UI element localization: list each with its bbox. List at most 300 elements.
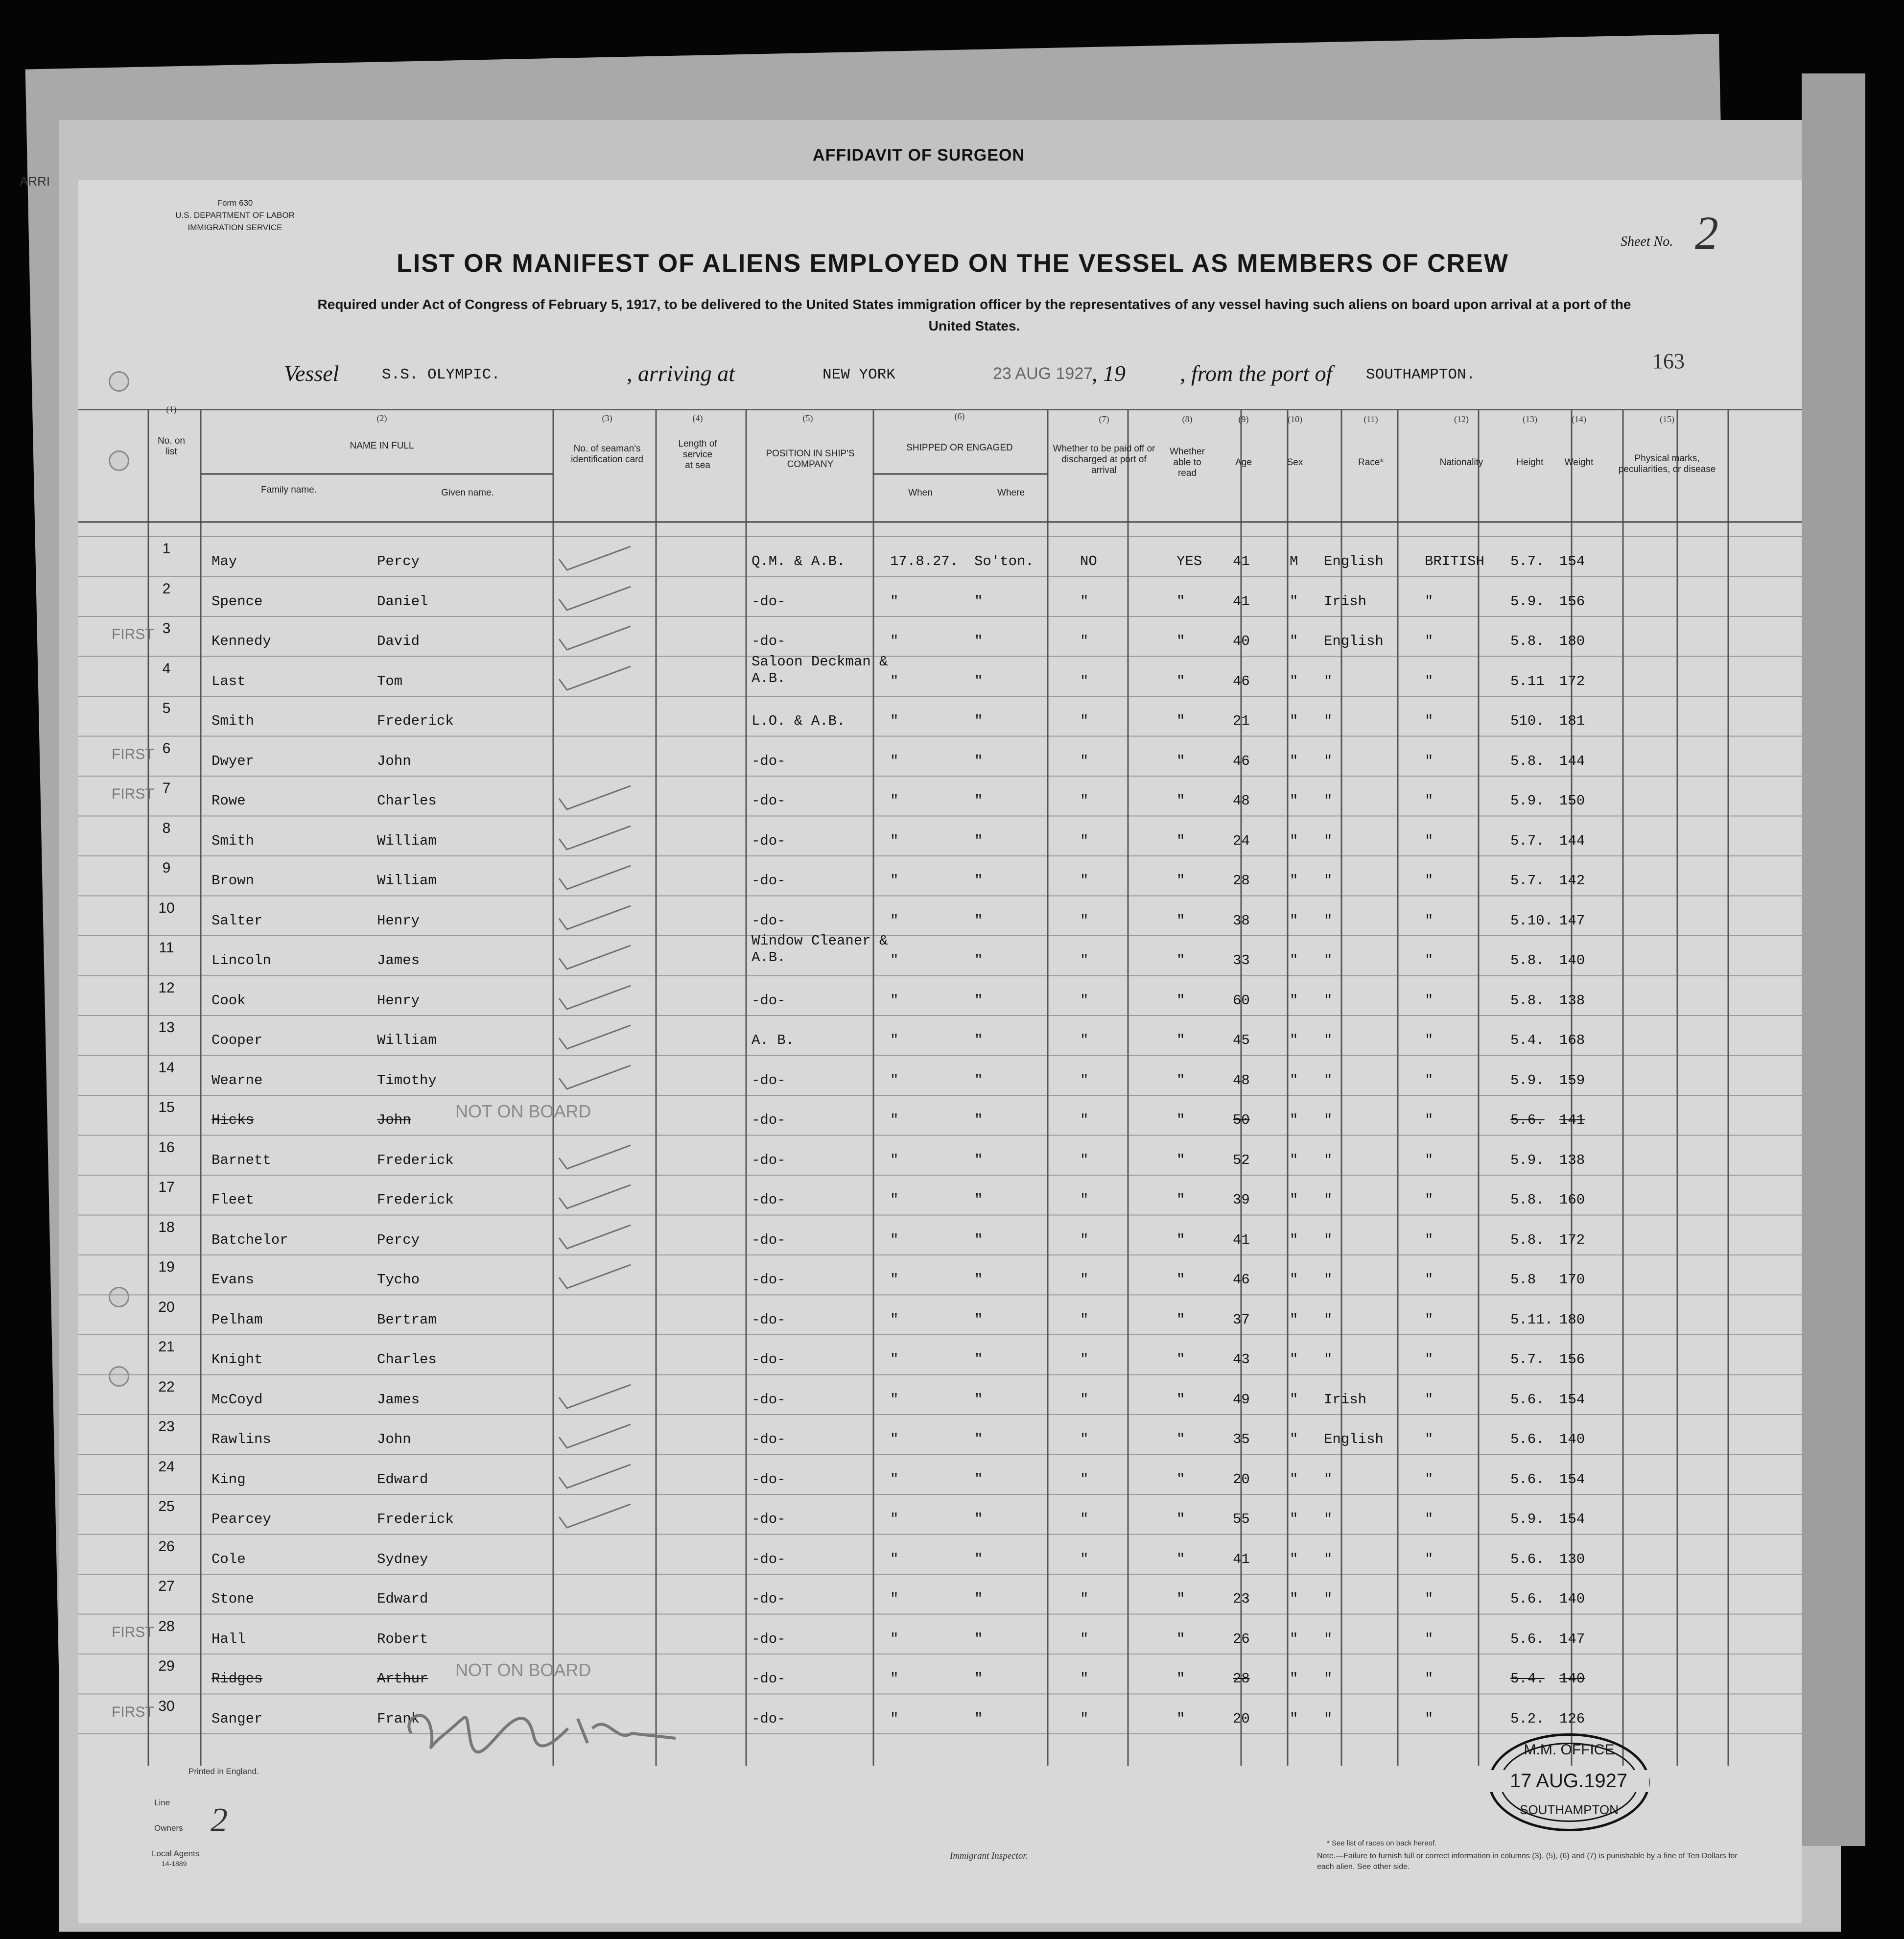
family-name: Spence xyxy=(212,593,263,610)
shipped-when: " xyxy=(890,1511,899,1527)
height: 510. xyxy=(1510,713,1545,729)
position: -do- xyxy=(752,1551,786,1567)
row-number: 25 xyxy=(158,1498,175,1514)
height: 5.7. xyxy=(1510,873,1545,889)
given-name: James xyxy=(377,952,420,969)
age: 40 xyxy=(1233,633,1250,649)
shipped-when: " xyxy=(890,1631,899,1647)
paid-off: " xyxy=(1080,1231,1089,1248)
shipped-when: " xyxy=(890,1471,899,1488)
age: 20 xyxy=(1233,1471,1250,1488)
height: 5.8. xyxy=(1510,952,1545,969)
height: 5.4. xyxy=(1510,1032,1545,1048)
able-to-read: " xyxy=(1176,1351,1185,1368)
family-name: Lincoln xyxy=(212,952,271,969)
nationality: " xyxy=(1425,1631,1434,1647)
able-to-read: " xyxy=(1176,1591,1185,1607)
given-name: Frank xyxy=(377,1710,420,1727)
departure-port: SOUTHAMPTON. xyxy=(1366,366,1476,383)
weight: 141 xyxy=(1559,1112,1585,1128)
shipped-when: " xyxy=(890,1192,899,1208)
row-number: 22 xyxy=(158,1378,175,1395)
col-header-position: POSITION IN SHIP'S COMPANY xyxy=(766,449,855,470)
nationality: " xyxy=(1425,753,1434,769)
nationality: " xyxy=(1425,1112,1434,1128)
race: " xyxy=(1324,1072,1333,1088)
age: 41 xyxy=(1233,593,1250,610)
shipped-where: " xyxy=(974,1710,983,1727)
able-to-read: " xyxy=(1176,1231,1185,1248)
row-number: 3 xyxy=(162,620,171,637)
weight: 140 xyxy=(1559,1591,1585,1607)
shipped-where: " xyxy=(974,1032,983,1048)
age: 41 xyxy=(1233,553,1250,569)
paid-off: " xyxy=(1080,1591,1089,1607)
position: -do- xyxy=(752,1631,786,1647)
nationality: " xyxy=(1425,1192,1434,1208)
paid-off: " xyxy=(1080,593,1089,610)
shipped-when: " xyxy=(890,633,899,649)
weight: 154 xyxy=(1559,1391,1585,1408)
col-header-card: No. of seaman's identification card xyxy=(571,444,643,465)
paid-off: " xyxy=(1080,992,1089,1009)
race: " xyxy=(1324,1591,1333,1607)
given-name: Percy xyxy=(377,1231,420,1248)
given-name: Timothy xyxy=(377,1072,437,1088)
sex: " xyxy=(1290,1112,1298,1128)
nationality: " xyxy=(1425,1471,1434,1488)
race-note: * See list of races on back hereof. xyxy=(1327,1839,1437,1847)
page-title: LIST OR MANIFEST OF ALIENS EMPLOYED ON THE VESSEL AS MEMBERS OF CREW xyxy=(397,249,1509,278)
shipped-when: " xyxy=(890,753,899,769)
sex: " xyxy=(1290,593,1298,610)
row-number: 4 xyxy=(162,660,171,677)
given-name: Daniel xyxy=(377,593,428,610)
check-mark-icon xyxy=(558,1223,632,1253)
age: 26 xyxy=(1233,1631,1250,1647)
given-name: Charles xyxy=(377,793,437,809)
able-to-read: " xyxy=(1176,1192,1185,1208)
form-department: U.S. DEPARTMENT OF LABOR xyxy=(175,211,295,220)
paid-off: " xyxy=(1080,673,1089,689)
shipped-when: " xyxy=(890,713,899,729)
position: -do- xyxy=(752,832,786,849)
age: 20 xyxy=(1233,1710,1250,1727)
able-to-read: " xyxy=(1176,1311,1185,1328)
sex: " xyxy=(1290,793,1298,809)
age: 45 xyxy=(1233,1032,1250,1048)
able-to-read: " xyxy=(1176,1551,1185,1567)
given-name: Tom xyxy=(377,673,403,689)
given-name: David xyxy=(377,633,420,649)
height: 5.2. xyxy=(1510,1710,1545,1727)
row-number: 27 xyxy=(158,1578,175,1594)
sex: " xyxy=(1290,1511,1298,1527)
paid-off: " xyxy=(1080,1032,1089,1048)
age: 21 xyxy=(1233,713,1250,729)
owners-value: 2 xyxy=(211,1801,228,1839)
nationality: " xyxy=(1425,1710,1434,1727)
sheet-number-label: Sheet No. xyxy=(1621,234,1673,249)
nationality: " xyxy=(1425,1032,1434,1048)
able-to-read: " xyxy=(1176,593,1185,610)
check-mark-icon xyxy=(558,824,632,853)
affidavit-header: AFFIDAVIT OF SURGEON xyxy=(813,146,1025,165)
shipped-when: " xyxy=(890,832,899,849)
race: " xyxy=(1324,793,1333,809)
shipped-where: " xyxy=(974,753,983,769)
col-number: (7) xyxy=(1099,414,1109,424)
position: -do- xyxy=(752,1112,786,1128)
row-number: 6 xyxy=(162,740,171,757)
given-name: John xyxy=(377,1112,411,1128)
sex: " xyxy=(1290,1631,1298,1647)
sex: " xyxy=(1290,673,1298,689)
shipped-when: " xyxy=(890,1272,899,1288)
nationality: " xyxy=(1425,1551,1434,1567)
paid-off: " xyxy=(1080,753,1089,769)
sex: " xyxy=(1290,1032,1298,1048)
height: 5.6. xyxy=(1510,1112,1545,1128)
height: 5.6. xyxy=(1510,1391,1545,1408)
height: 5.11 xyxy=(1510,673,1545,689)
first-margin-mark: FIRST xyxy=(112,786,154,802)
row-number: 18 xyxy=(158,1219,175,1235)
line-label: Line xyxy=(154,1798,170,1807)
row-number: 8 xyxy=(162,820,171,836)
race: " xyxy=(1324,1112,1333,1128)
penalty-note: Note.—Failure to furnish full or correct information in columns (3), (5), (6) and (7) is punishable by a fine of Ten Dollars for each alien. See other side. xyxy=(1317,1852,1738,1871)
family-name: Batchelor xyxy=(212,1231,288,1248)
weight: 147 xyxy=(1559,1631,1585,1647)
sex: " xyxy=(1290,1072,1298,1088)
family-name: Cooper xyxy=(212,1032,263,1048)
race: " xyxy=(1324,1551,1333,1567)
col-header-shipped: SHIPPED OR ENGAGED xyxy=(906,443,1013,453)
shipped-where: " xyxy=(974,952,983,969)
position: Q.M. & A.B. xyxy=(752,553,846,569)
nationality: " xyxy=(1425,1272,1434,1288)
row-number: 10 xyxy=(158,899,175,916)
check-mark-icon xyxy=(558,1143,632,1173)
weight: 150 xyxy=(1559,793,1585,809)
col-number: (9) xyxy=(1238,414,1249,424)
shipped-where: " xyxy=(974,1192,983,1208)
check-mark-icon xyxy=(558,904,632,933)
height: 5.9. xyxy=(1510,1511,1545,1527)
shipped-where: " xyxy=(974,793,983,809)
age: 48 xyxy=(1233,1072,1250,1088)
check-mark-icon xyxy=(558,1023,632,1053)
height: 5.9. xyxy=(1510,1072,1545,1088)
arrival-date-stamp: 23 AUG 1927 xyxy=(993,364,1093,383)
shipped-when: " xyxy=(890,952,899,969)
col-header-weight: Weight xyxy=(1564,457,1594,468)
paid-off: " xyxy=(1080,1671,1089,1687)
given-name: Percy xyxy=(377,553,420,569)
able-to-read: " xyxy=(1176,1272,1185,1288)
row-number: 13 xyxy=(158,1019,175,1036)
nationality: " xyxy=(1425,912,1434,929)
col-header-when: When xyxy=(908,488,933,498)
check-mark-icon xyxy=(558,1183,632,1212)
nationality: " xyxy=(1425,1152,1434,1168)
weight: 172 xyxy=(1559,673,1585,689)
local-agents-label: Local Agents xyxy=(152,1849,200,1858)
paid-off: " xyxy=(1080,1072,1089,1088)
position: -do- xyxy=(752,1351,786,1368)
col-number: (15) xyxy=(1660,414,1674,424)
paid-off: " xyxy=(1080,1631,1089,1647)
given-name: Sydney xyxy=(377,1551,428,1567)
position: -do- xyxy=(752,1511,786,1527)
able-to-read: " xyxy=(1176,1431,1185,1447)
check-mark-icon xyxy=(558,585,632,614)
nationality: " xyxy=(1425,633,1434,649)
shipped-where: " xyxy=(974,992,983,1009)
nationality: " xyxy=(1425,952,1434,969)
position: -do- xyxy=(752,1231,786,1248)
paid-off: " xyxy=(1080,1710,1089,1727)
form-number: Form 630 xyxy=(217,198,253,208)
nationality: " xyxy=(1425,793,1434,809)
col-header-where: Where xyxy=(997,488,1025,498)
sex: " xyxy=(1290,753,1298,769)
shipped-when: " xyxy=(890,873,899,889)
nationality: " xyxy=(1425,832,1434,849)
family-name: Cook xyxy=(212,992,246,1009)
col-number: (13) xyxy=(1523,414,1537,424)
row-number: 17 xyxy=(158,1179,175,1195)
given-name: William xyxy=(377,1032,437,1048)
paid-off: " xyxy=(1080,793,1089,809)
position: -do- xyxy=(752,1710,786,1727)
vessel-label: Vessel xyxy=(284,361,339,386)
stamp-date: 17 AUG.1927 xyxy=(1488,1770,1649,1792)
race: " xyxy=(1324,1710,1333,1727)
paid-off: " xyxy=(1080,1152,1089,1168)
shipped-where: " xyxy=(974,1072,983,1088)
col-header-height: Height xyxy=(1516,457,1544,468)
family-name: Dwyer xyxy=(212,753,255,769)
given-name: Frederick xyxy=(377,1192,454,1208)
shipped-where: " xyxy=(974,713,983,729)
shipped-when: " xyxy=(890,673,899,689)
check-mark-icon xyxy=(558,544,632,574)
sex: " xyxy=(1290,633,1298,649)
height: 5.8. xyxy=(1510,992,1545,1009)
col-header-no: No. on list xyxy=(158,436,185,457)
shipped-when: " xyxy=(890,1591,899,1607)
row-number: 23 xyxy=(158,1419,175,1435)
weight: 159 xyxy=(1559,1072,1585,1088)
able-to-read: " xyxy=(1176,952,1185,969)
race: " xyxy=(1324,832,1333,849)
able-to-read: " xyxy=(1176,873,1185,889)
weight: 156 xyxy=(1559,593,1585,610)
vessel-name: S.S. OLYMPIC. xyxy=(382,366,500,383)
row-number: 28 xyxy=(158,1618,175,1634)
row-number: 11 xyxy=(159,940,174,956)
shipped-when: " xyxy=(890,1072,899,1088)
shipped-when: " xyxy=(890,1710,899,1727)
age: 41 xyxy=(1233,1551,1250,1567)
weight: 147 xyxy=(1559,912,1585,929)
shipped-where: " xyxy=(974,1391,983,1408)
printed-note: Printed in England. xyxy=(188,1767,259,1776)
shipped-where: " xyxy=(974,593,983,610)
race: " xyxy=(1324,1231,1333,1248)
family-name: Wearne xyxy=(212,1072,263,1088)
height: 5.9. xyxy=(1510,793,1545,809)
not-on-board-note: NOT ON BOARD xyxy=(455,1660,591,1680)
col-number: (12) xyxy=(1454,414,1469,424)
check-mark-icon xyxy=(558,944,632,973)
position: -do- xyxy=(752,1152,786,1168)
sex: " xyxy=(1290,1671,1298,1687)
nationality: " xyxy=(1425,1511,1434,1527)
age: 28 xyxy=(1233,1671,1250,1687)
height: 5.6. xyxy=(1510,1631,1545,1647)
height: 5.8. xyxy=(1510,753,1545,769)
position: Window Cleaner & A.B. xyxy=(752,933,888,966)
shipped-when: " xyxy=(890,1032,899,1048)
shipped-where: " xyxy=(974,1471,983,1488)
able-to-read: " xyxy=(1176,673,1185,689)
shipped-where: So'ton. xyxy=(974,553,1034,569)
sheet-number: 2 xyxy=(1695,207,1718,259)
sex: " xyxy=(1290,1351,1298,1368)
check-mark-icon xyxy=(558,864,632,893)
weight: 168 xyxy=(1559,1032,1585,1048)
family-name: Rawlins xyxy=(212,1431,271,1447)
sex: " xyxy=(1290,1551,1298,1567)
shipped-when: " xyxy=(890,1112,899,1128)
age: 33 xyxy=(1233,952,1250,969)
nationality: " xyxy=(1425,1311,1434,1328)
race: " xyxy=(1324,1351,1333,1368)
age: 46 xyxy=(1233,753,1250,769)
shipped-when: " xyxy=(890,912,899,929)
weight: 144 xyxy=(1559,832,1585,849)
position: -do- xyxy=(752,873,786,889)
age: 23 xyxy=(1233,1591,1250,1607)
race: " xyxy=(1324,1631,1333,1647)
race: " xyxy=(1324,1471,1333,1488)
col-number: (14) xyxy=(1572,414,1586,424)
given-name: John xyxy=(377,1431,411,1447)
family-name: Knight xyxy=(212,1351,263,1368)
stamp-office: M.M. OFFICE xyxy=(1524,1742,1615,1758)
height: 5.7. xyxy=(1510,1351,1545,1368)
family-name: Evans xyxy=(212,1272,255,1288)
given-name: Edward xyxy=(377,1591,428,1607)
age: 37 xyxy=(1233,1311,1250,1328)
shipped-where: " xyxy=(974,673,983,689)
col-header-race: Race* xyxy=(1358,457,1384,468)
nationality: " xyxy=(1425,1391,1434,1408)
col-number: (4) xyxy=(692,413,703,423)
row-number: 5 xyxy=(162,700,171,716)
shipped-when: " xyxy=(890,593,899,610)
family-name: Stone xyxy=(212,1591,255,1607)
age: 49 xyxy=(1233,1391,1250,1408)
family-name: Smith xyxy=(212,713,255,729)
race: " xyxy=(1324,673,1333,689)
height: 5.8. xyxy=(1510,1231,1545,1248)
first-margin-mark: FIRST xyxy=(112,626,154,642)
paid-off: " xyxy=(1080,1551,1089,1567)
row-number: 14 xyxy=(158,1059,175,1076)
paid-off: " xyxy=(1080,832,1089,849)
sex: " xyxy=(1290,832,1298,849)
race: " xyxy=(1324,952,1333,969)
col-number: (11) xyxy=(1363,414,1378,424)
shipped-where: " xyxy=(974,873,983,889)
shipped-when: " xyxy=(890,1231,899,1248)
age: 41 xyxy=(1233,1231,1250,1248)
sex: " xyxy=(1290,992,1298,1009)
given-name: Arthur xyxy=(377,1671,428,1687)
family-name: Salter xyxy=(212,912,263,929)
weight: 138 xyxy=(1559,1152,1585,1168)
sex: " xyxy=(1290,1391,1298,1408)
shipped-where: " xyxy=(974,1671,983,1687)
race: Irish xyxy=(1324,1391,1367,1408)
given-name: Edward xyxy=(377,1471,428,1488)
able-to-read: " xyxy=(1176,1471,1185,1488)
nationality: " xyxy=(1425,873,1434,889)
col-header-given: Given name. xyxy=(441,488,494,498)
sex: " xyxy=(1290,1152,1298,1168)
nationality: " xyxy=(1425,713,1434,729)
row-number: 30 xyxy=(158,1698,175,1714)
year-label: , 19 xyxy=(1092,361,1126,386)
position: A. B. xyxy=(752,1032,795,1048)
given-name: Frederick xyxy=(377,713,454,729)
position: -do- xyxy=(752,992,786,1009)
row-number: 26 xyxy=(158,1538,175,1555)
able-to-read: " xyxy=(1176,793,1185,809)
able-to-read: " xyxy=(1176,832,1185,849)
form-service: IMMIGRATION SERVICE xyxy=(188,223,282,232)
shipped-where: " xyxy=(974,912,983,929)
race: " xyxy=(1324,1671,1333,1687)
shipped-where: " xyxy=(974,1112,983,1128)
height: 5.8. xyxy=(1510,633,1545,649)
race: " xyxy=(1324,912,1333,929)
paid-off: " xyxy=(1080,1471,1089,1488)
age: 24 xyxy=(1233,832,1250,849)
shipped-where: " xyxy=(974,1152,983,1168)
from-port-label: , from the port of xyxy=(1180,361,1333,386)
col-number: (8) xyxy=(1182,414,1193,424)
back-sheet-edge xyxy=(1802,73,1865,1846)
age: 52 xyxy=(1233,1152,1250,1168)
shipped-where: " xyxy=(974,1311,983,1328)
race: " xyxy=(1324,753,1333,769)
position: -do- xyxy=(752,1272,786,1288)
shipped-where: " xyxy=(974,1511,983,1527)
sex: " xyxy=(1290,713,1298,729)
age: 55 xyxy=(1233,1511,1250,1527)
row-number: 9 xyxy=(162,860,171,876)
able-to-read: " xyxy=(1176,992,1185,1009)
col-header-age: Age xyxy=(1235,457,1252,468)
given-name: Charles xyxy=(377,1351,437,1368)
sex: M xyxy=(1290,553,1298,569)
family-name: May xyxy=(212,553,237,569)
